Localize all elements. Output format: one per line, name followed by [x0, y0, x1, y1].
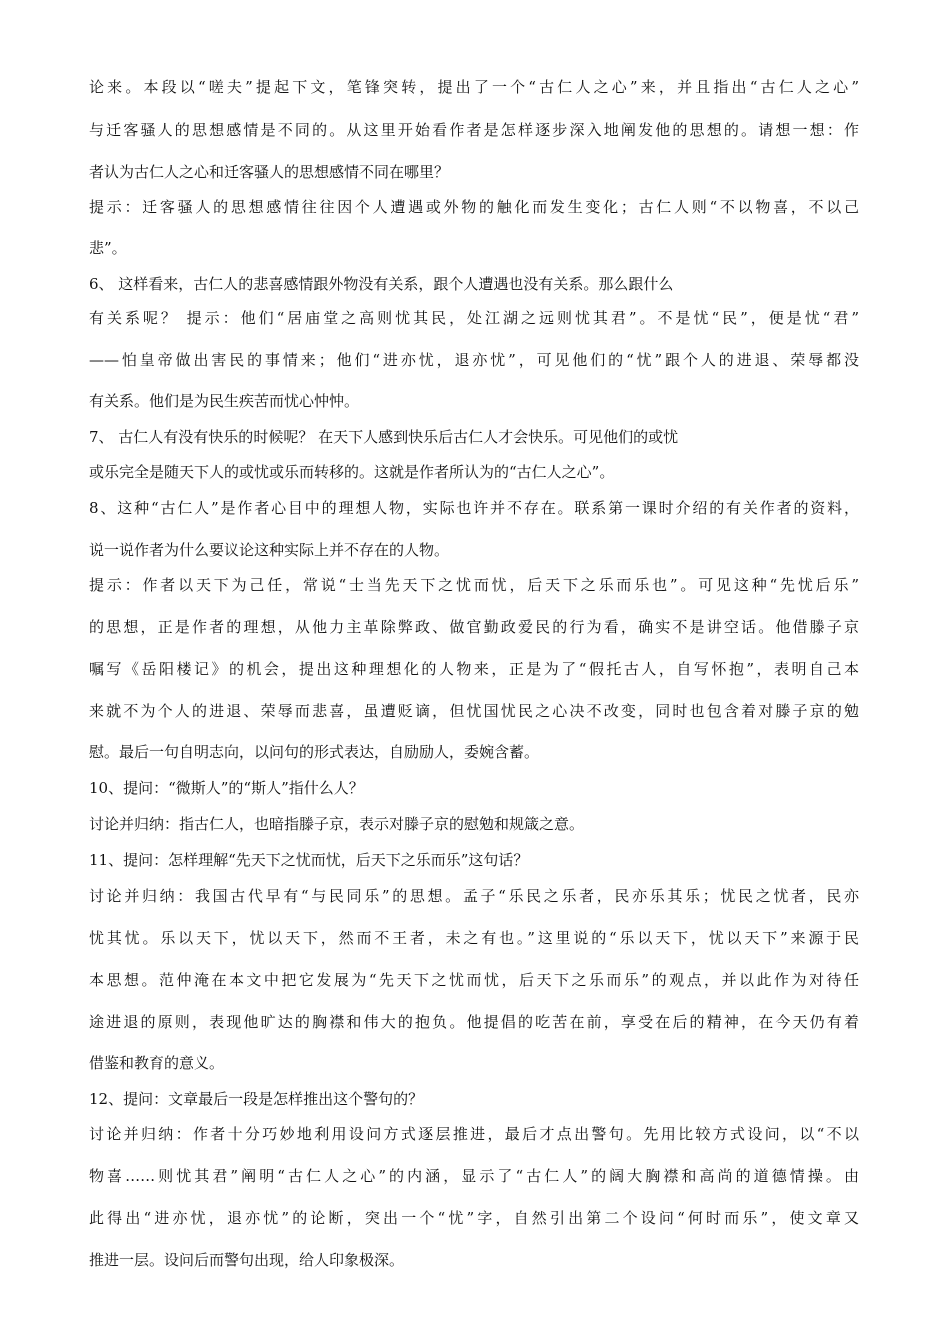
text-line: 有关系。他们是为民生疾苦而忧心忡忡。 — [89, 392, 360, 410]
text-line: 论来。本段以“嗟夫”提起下文，笔锋突转，提出了一个“古仁人之心”来，并且指出“古仁人之心” — [89, 78, 859, 96]
text-line: 或乐完全是随天下人的或忧或乐而转移的。这就是作者所认为的“古仁人之心”。 — [89, 463, 615, 481]
text-line: 的思想，正是作者的理想，从他力主革除弊政、做官勤政爱民的行为看，确实不是讲空话。他借滕子京 — [89, 618, 859, 636]
text-line: 物喜……则忧其君”阐明“古仁人之心”的内涵，显示了“古仁人”的阔大胸襟和高尚的道德情操。由 — [89, 1167, 859, 1185]
text-line: 与迁客骚人的思想感情是不同的。从这里开始看作者是怎样逐步深入地阐发他的思想的。请想一想：作 — [89, 121, 859, 139]
text-line: 11、提问：怎样理解“先天下之忧而忧，后天下之乐而乐”这句话？ — [89, 851, 529, 869]
text-line: 讨论并归纳：指古仁人，也暗指滕子京，表示对滕子京的慰勉和规箴之意。 — [89, 815, 585, 833]
text-line: 有关系呢？ 提示：他们“居庙堂之高则忧其民，处江湖之远则忧其君”。不是忧“民”，便是忧“君” — [89, 309, 859, 327]
text-line: 7、 古仁人有没有快乐的时候呢？ 在天下人感到快乐后古仁人才会快乐。可见他们的或忧 — [89, 428, 679, 446]
text-line: 提示：作者以天下为己任，常说“士当先天下之忧而忧，后天下之乐而乐也”。可见这种“先忧后乐” — [89, 576, 859, 594]
text-line: 嘱写《岳阳楼记》的机会，提出这种理想化的人物来，正是为了“假托古人，自写怀抱”，表明自己本 — [89, 660, 859, 678]
text-line: 6、 这样看来，古仁人的悲喜感情跟外物没有关系，跟个人遭遇也没有关系。那么跟什么 — [89, 275, 674, 293]
text-line: 推进一层。设问后而警句出现，给人印象极深。 — [89, 1251, 405, 1269]
text-line: ——怕皇帝做出害民的事情来；他们“进亦忧，退亦忧”，可见他们的“忧”跟个人的进退、荣辱都没 — [89, 351, 859, 369]
text-line: 借鉴和教育的意义。 — [89, 1054, 225, 1072]
text-line: 说一说作者为什么要议论这种实际上并不存在的人物。 — [89, 541, 450, 559]
text-line: 悲”。 — [89, 239, 127, 257]
text-line: 8、这种“古仁人”是作者心目中的理想人物，实际也许并不存在。联系第一课时介绍的有关作者的资料， — [89, 499, 859, 517]
text-line: 讨论并归纳：作者十分巧妙地利用设问方式逐层推进，最后才点出警句。先用比较方式设问，以“不以 — [89, 1125, 859, 1143]
text-line: 来就不为个人的进退、荣辱而悲喜，虽遭贬谪，但忧国忧民之心决不改变，同时也包含着对滕子京的勉 — [89, 702, 859, 720]
text-line: 讨论并归纳：我国古代早有“与民同乐”的思想。孟子“乐民之乐者，民亦乐其乐；忧民之忧者，民亦 — [89, 887, 859, 905]
text-line: 本思想。范仲淹在本文中把它发展为“先天下之忧而忧，后天下之乐而乐”的观点，并以此作为对待任 — [89, 971, 859, 989]
text-line: 12、提问：文章最后一段是怎样推出这个警句的？ — [89, 1090, 424, 1108]
text-line: 提示：迁客骚人的思想感情往往因个人遭遇或外物的触化而发生变化；古仁人则“不以物喜，不以己 — [89, 198, 859, 216]
text-line: 此得出“进亦忧，退亦忧”的论断，突出一个“忧”字，自然引出第二个设问“何时而乐”，使文章又 — [89, 1209, 859, 1227]
text-line: 慰。最后一句自明志向，以问句的形式表达，自励励人，委婉含蓄。 — [89, 743, 540, 761]
text-line: 途进退的原则，表现他旷达的胸襟和伟大的抱负。他提倡的吃苦在前，享受在后的精神，在今天仍有着 — [89, 1013, 859, 1031]
text-line: 者认为古仁人之心和迁客骚人的思想感情不同在哪里？ — [89, 163, 450, 181]
text-line: 10、提问：“微斯人”的“斯人”指什么人？ — [89, 779, 364, 797]
text-line: 忧其忧。乐以天下，忧以天下，然而不王者，未之有也。”这里说的“乐以天下，忧以天下”来源于民 — [89, 929, 859, 947]
